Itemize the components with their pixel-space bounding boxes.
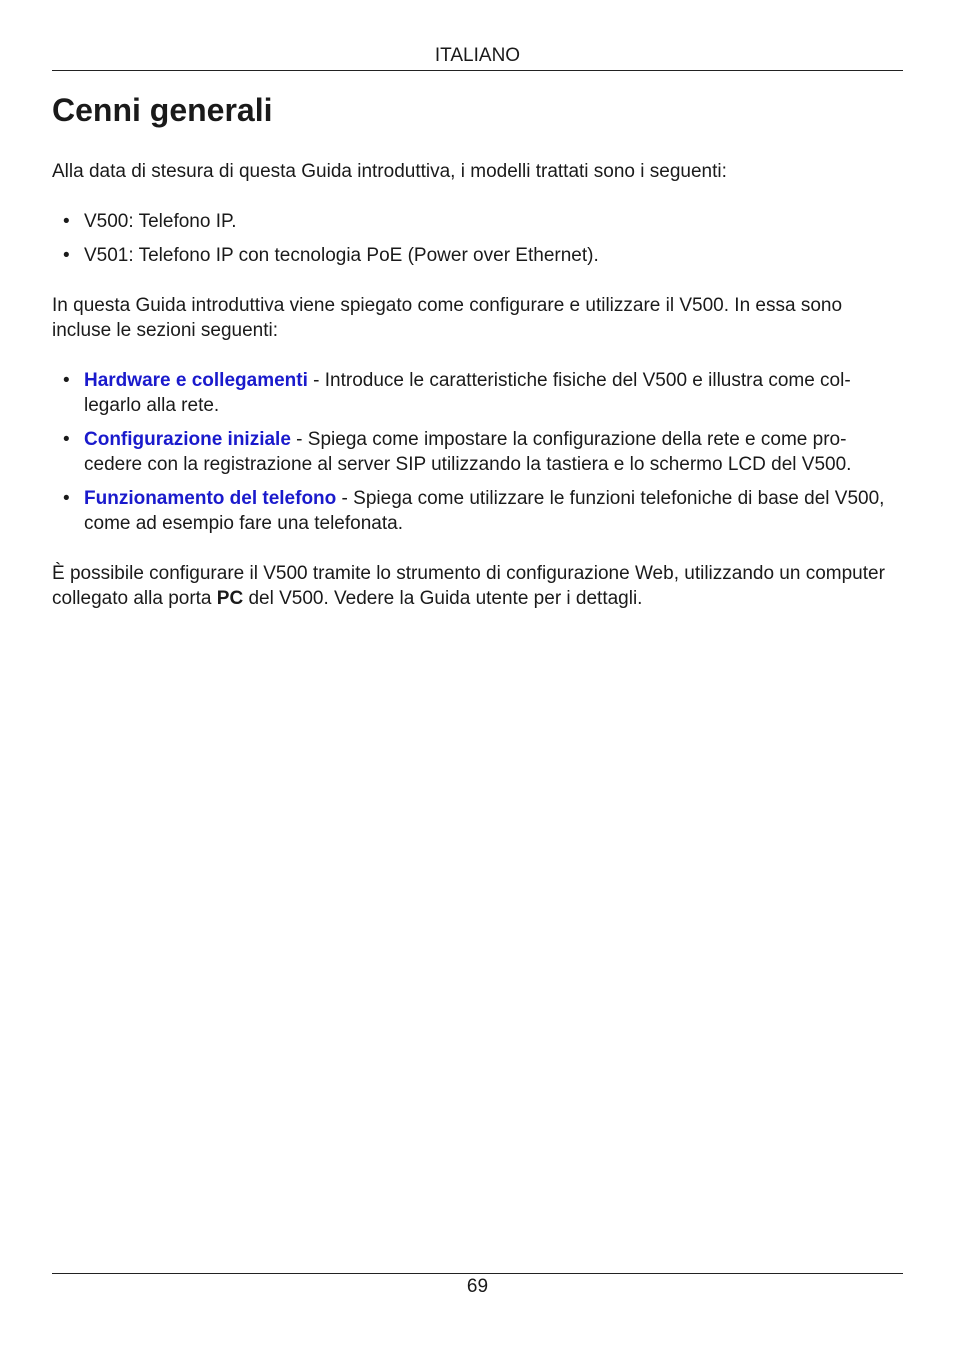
list-item	[52, 368, 903, 418]
closing-text-before: È possibile configurare il V500 tramite lo strumento di configurazione Web, utilizzando un computer collegato alla porta	[52, 563, 885, 609]
section-link-phone-operation[interactable]: Funzionamento del telefono	[84, 488, 337, 509]
section-description: - Introduce le caratteristiche fisiche del V500 e illustra come col-legarlo alla rete.	[84, 370, 851, 416]
models-list	[52, 209, 903, 268]
bullet-icon: •	[63, 370, 70, 391]
model-text: V500: Telefono IP.	[84, 211, 237, 232]
description-paragraph: In questa Guida introduttiva viene spiegato come configurare e utilizzare il V500. In essa sono incluse le sezioni seguenti:	[52, 295, 843, 341]
bullet-icon: •	[63, 429, 70, 450]
closing-paragraph	[52, 561, 903, 611]
header-divider	[52, 70, 903, 71]
list-item	[52, 209, 903, 234]
document-page	[52, 0, 903, 1352]
main-content	[52, 159, 903, 611]
closing-text-after: del V500. Vedere la Guida utente per i dettagli.	[243, 588, 643, 609]
sections-list	[52, 368, 903, 536]
list-item	[52, 427, 903, 477]
footer-divider	[52, 1273, 903, 1274]
list-item	[52, 243, 903, 268]
page-title: Cenni generali	[52, 92, 273, 128]
section-link-hardware[interactable]: Hardware e collegamenti	[84, 370, 308, 391]
page-number: 69	[466, 1276, 489, 1297]
section-description: - Spiega come impostare la configurazione della rete e come pro-cedere con la registrazione al server SIP utilizzando la tastiera e lo schermo LCD del V500.	[84, 429, 852, 475]
section-link-configuration[interactable]: Configurazione iniziale	[84, 429, 291, 450]
list-item	[52, 486, 903, 536]
section-description: - Spiega come utilizzare le funzioni telefoniche di base del V500, come ad esempio fare una telefonata.	[84, 488, 885, 534]
header-language-label: ITALIANO	[434, 45, 521, 66]
model-text: V501: Telefono IP con tecnologia PoE (Power over Ethernet).	[84, 245, 599, 266]
intro-paragraph: Alla data di stesura di questa Guida introduttiva, i modelli trattati sono i seguenti:	[52, 161, 727, 182]
bullet-icon: •	[63, 211, 70, 232]
port-name: PC	[216, 588, 244, 609]
bullet-icon: •	[63, 488, 70, 509]
bullet-icon: •	[63, 245, 70, 266]
